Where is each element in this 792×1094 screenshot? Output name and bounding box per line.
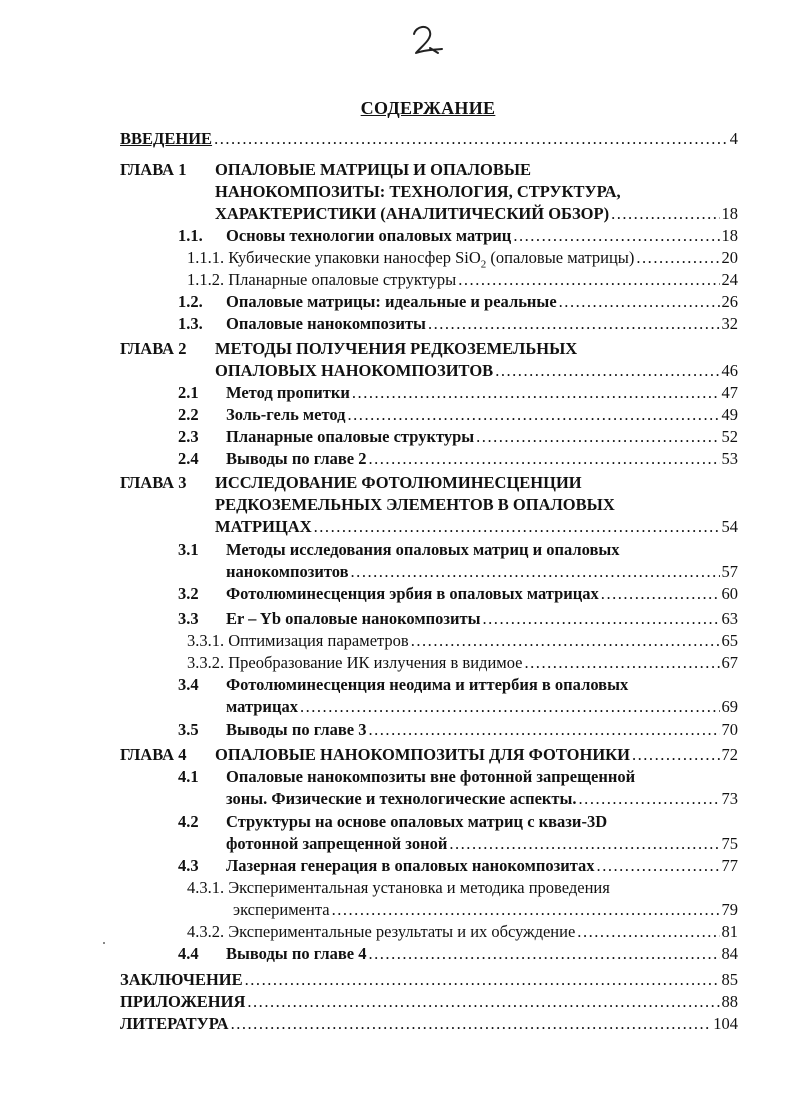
chapter-1-title-line: НАНОКОМПОЗИТЫ: ТЕХНОЛОГИЯ, СТРУКТУРА, [215,182,621,201]
toc-page: 18 [721,226,738,245]
toc-entry-1-2[interactable] [226,291,738,313]
toc-label: Выводы по главе 2 [226,449,367,468]
section-number: 2.2 [178,405,199,424]
toc-label: ЛИТЕРАТУРА [120,1014,229,1033]
toc-entry-2-1[interactable] [226,382,738,404]
toc-label-line: Опаловые нанокомпозиты вне фотонной запрещенной [226,767,636,786]
toc-label: Выводы по главе 3 [226,720,367,739]
toc-page: 104 [713,1014,738,1033]
toc-label: фотонной запрещенной зоной [226,834,448,853]
chapter-2-number: ГЛАВА 2 [120,339,187,358]
toc-entry-chapter-1[interactable] [215,203,738,225]
toc-label: эксперимента [233,900,330,919]
toc-entry-3-3[interactable] [226,608,738,630]
section-number: 4.1 [178,767,199,786]
toc-label: Золь-гель метод [226,405,346,424]
toc-entry-appendix[interactable] [120,991,738,1013]
toc-label: ОПАЛОВЫЕ НАНОКОМПОЗИТЫ ДЛЯ ФОТОНИКИ [215,745,630,764]
toc-page: 72 [721,745,738,764]
toc-entry-4-1[interactable] [226,788,738,810]
toc-label-rest: опаловые нанокомпозиты [281,609,481,628]
toc-page: 26 [721,292,738,311]
toc-label: Планарные опаловые структуры [226,427,475,446]
chapter-4-number: ГЛАВА 4 [120,745,187,764]
toc-page: 4 [729,129,738,148]
toc-entry-2-4[interactable] [226,448,738,470]
toc-label: зоны. Физические и технологические аспекты. [226,789,577,808]
toc-entry-4-3-1[interactable] [233,899,738,921]
toc-page: 60 [721,584,738,603]
toc-label: Опаловые матрицы: идеальные и реальные [226,292,557,311]
toc-entry-3-2[interactable] [226,583,738,605]
toc-page: 70 [721,720,738,739]
chapter-3-title-line: РЕДКОЗЕМЕЛЬНЫХ ЭЛЕМЕНТОВ В ОПАЛОВЫХ [215,495,615,514]
toc-page: 88 [721,992,738,1011]
toc-label: Er – Yb [226,609,282,628]
toc-entry-1-1-1[interactable] [187,247,738,269]
section-number: 3.5 [178,720,199,739]
section-number: 1.3. [178,314,203,333]
section-number: 1.2. [178,292,203,311]
section-number: 4.2 [178,812,199,831]
toc-label: ПРИЛОЖЕНИЯ [120,992,246,1011]
toc-label: Опаловые нанокомпозиты [226,314,426,333]
toc-label: Основы технологии опаловых матриц [226,226,512,245]
toc-label: 1.1.1. Кубические упаковки наносфер SiO [187,248,481,267]
toc-entry-4-3[interactable] [226,855,738,877]
chapter-2-title-line: МЕТОДЫ ПОЛУЧЕНИЯ РЕДКОЗЕМЕЛЬНЫХ [215,339,578,358]
toc-label-rest: (опаловые матрицы) [486,248,635,267]
toc-label: нанокомпозитов [226,562,349,581]
toc-label-subscript: 2 [480,258,487,271]
toc-label: ОПАЛОВЫХ НАНОКОМПОЗИТОВ [215,361,494,380]
toc-entry-chapter-2[interactable] [215,360,738,382]
toc-entry-2-3[interactable] [226,426,738,448]
toc-entry-3-3-1[interactable] [187,630,738,652]
toc-label-line: 4.3.1. Экспериментальная установка и методика проведения [187,878,610,897]
toc-page: 85 [721,970,738,989]
toc-entry-conclusion[interactable] [120,969,738,991]
toc-label: 4.3.2. Экспериментальные результаты и их обсуждение [187,922,576,941]
section-number: 3.4 [178,675,199,694]
section-number: 2.3 [178,427,199,446]
section-number: 3.3 [178,609,199,628]
toc-entry-2-2[interactable] [226,404,738,426]
toc-label: 3.3.1. Оптимизация параметров [187,631,409,650]
toc-page: 32 [721,314,738,333]
toc-page: 24 [721,270,738,289]
section-number: 3.1 [178,540,199,559]
toc-page: 53 [721,449,738,468]
toc-entry-3-3-2[interactable] [187,652,738,674]
toc-page: 54 [721,517,738,536]
toc-label-line: Фотолюминесценция неодима и иттербия в опаловых [226,675,629,694]
toc-entry-literature[interactable] [120,1013,738,1035]
section-number: 4.3 [178,856,199,875]
toc-entry-chapter-3[interactable] [215,516,738,538]
toc-label-line: Структуры на основе опаловых матриц с квази-3D [226,812,608,831]
toc-label: ВВЕДЕНИЕ [120,129,213,148]
toc-page: 52 [721,427,738,446]
toc-label: МАТРИЦАХ [215,517,312,536]
toc-page: 65 [721,631,738,650]
toc-page: 49 [721,405,738,424]
toc-label: 1.1.2. Планарные опаловые структуры [187,270,457,289]
toc-label: ХАРАКТЕРИСТИКИ (АНАЛИТИЧЕСКИЙ ОБЗОР) [215,204,610,223]
toc-page: 84 [721,944,738,963]
toc-label: ЗАКЛЮЧЕНИЕ [120,970,243,989]
toc-page: 67 [721,653,738,672]
toc-page: 69 [721,697,738,716]
toc-entry-4-2[interactable] [226,833,738,855]
toc-entry-1-3[interactable] [226,313,738,335]
toc-page: 20 [721,248,738,267]
toc-page: 47 [721,383,738,402]
chapter-3-number: ГЛАВА 3 [120,473,187,492]
toc-label-line: Методы исследования опаловых матриц и опаловых [226,540,620,559]
scan-speck [103,942,105,944]
toc-entry-3-5[interactable] [226,719,738,741]
toc-page: 79 [721,900,738,919]
toc-entry-intro[interactable] [120,128,738,150]
section-number: 4.4 [178,944,199,963]
section-number: 2.1 [178,383,199,402]
toc-entry-3-4[interactable] [226,696,738,718]
toc-page: 57 [721,562,738,581]
toc-label: Фотолюминесценция эрбия в опаловых матрицах [226,584,599,603]
toc-label: 3.3.2. Преобразование ИК излучения в видимое [187,653,523,672]
section-number: 3.2 [178,584,199,603]
toc-page: 63 [721,609,738,628]
toc-label: Лазерная генерация в опаловых нанокомпозитах [226,856,595,875]
section-number: 2.4 [178,449,199,468]
page-title: СОДЕРЖАНИЕ [360,98,496,118]
toc-entry-4-3-2[interactable] [187,921,738,943]
toc-label: Метод пропитки [226,383,350,402]
toc-page: 75 [721,834,738,853]
chapter-1-number: ГЛАВА 1 [120,160,187,179]
toc-page: 73 [721,789,738,808]
chapter-3-title-line: ИССЛЕДОВАНИЕ ФОТОЛЮМИНЕСЦЕНЦИИ [215,473,582,492]
toc-page: 46 [721,361,738,380]
toc-page: 18 [721,204,738,223]
toc-entry-4-4[interactable] [226,943,738,965]
toc-entry-chapter-4[interactable] [215,744,738,766]
toc-label: матрицах [226,697,298,716]
toc-label: Выводы по главе 4 [226,944,367,963]
chapter-1-title-line: ОПАЛОВЫЕ МАТРИЦЫ И ОПАЛОВЫЕ [215,160,532,179]
toc-page: 77 [721,856,738,875]
toc-page: 81 [721,922,738,941]
toc-entry-1-1[interactable] [226,225,738,247]
toc-entry-3-1[interactable] [226,561,738,583]
toc-entry-1-1-2[interactable] [187,269,738,291]
section-number: 1.1. [178,226,203,245]
